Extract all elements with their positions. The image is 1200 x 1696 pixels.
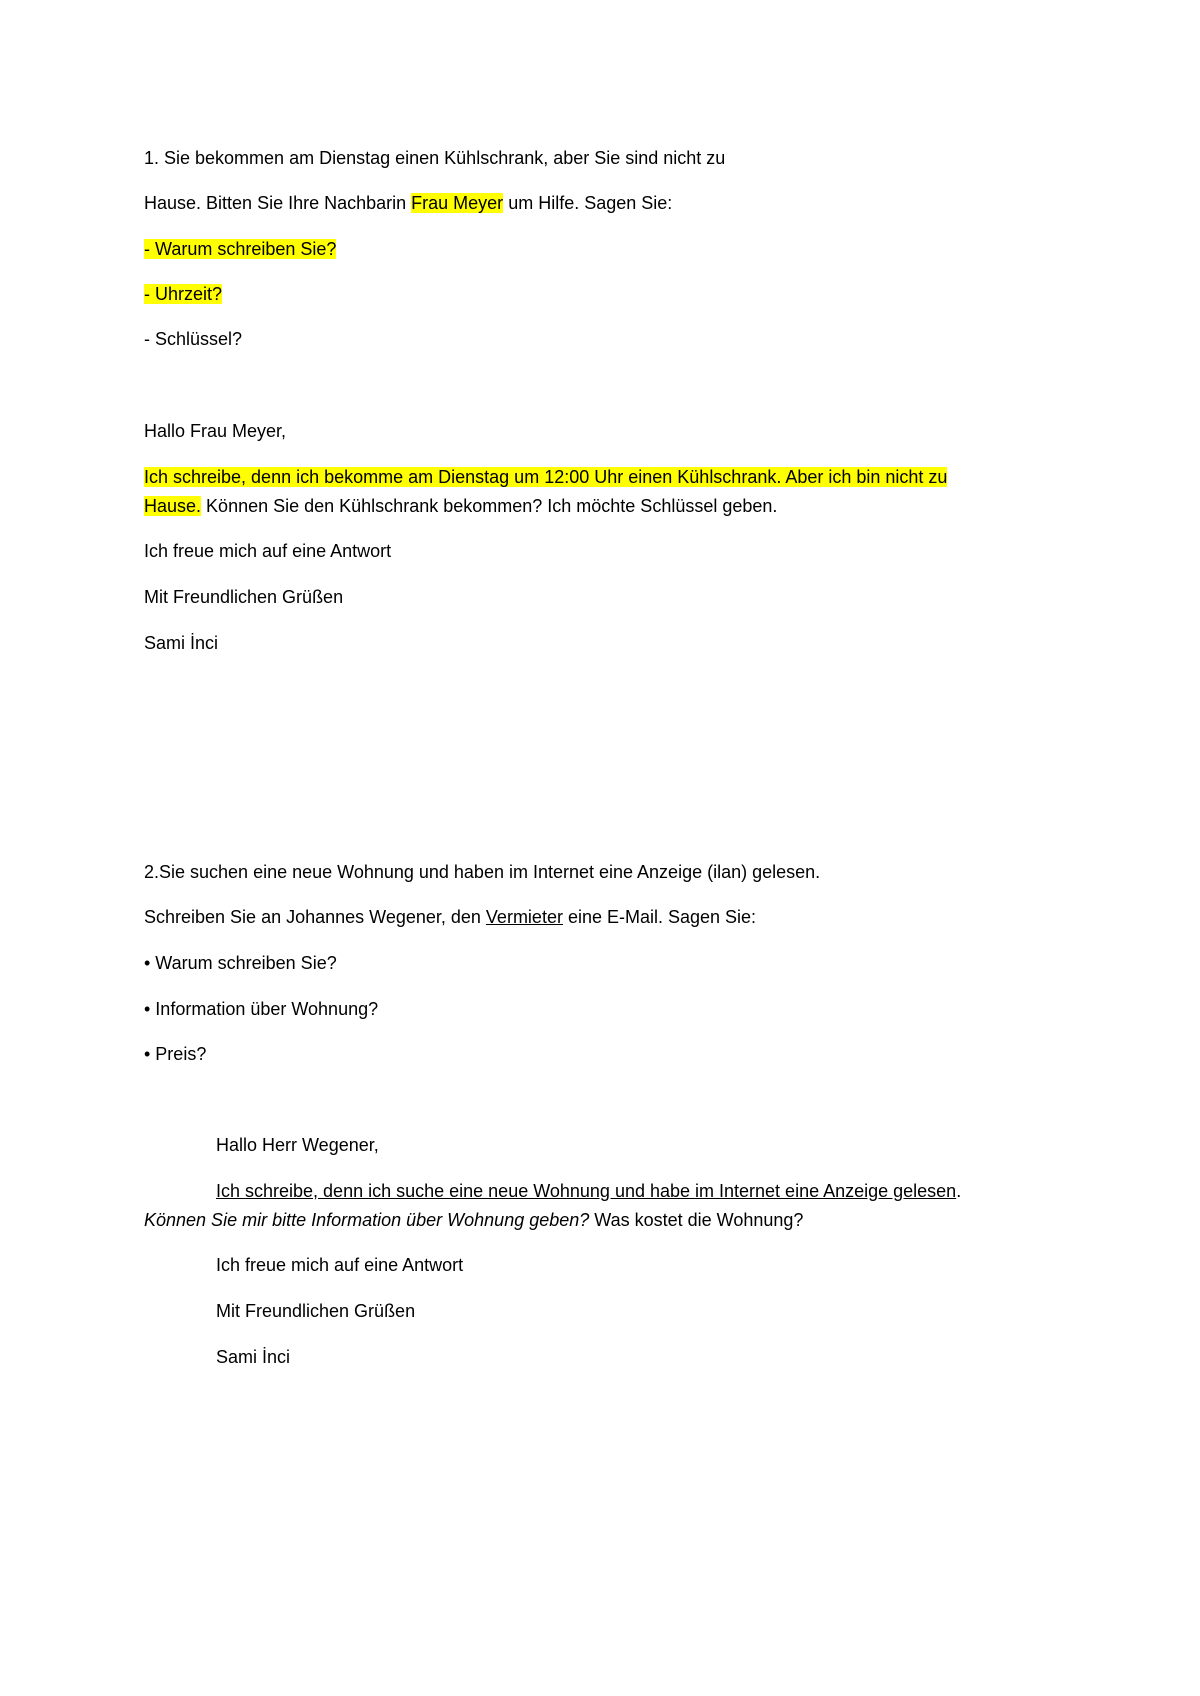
task1-letter-body-line1 <box>144 465 947 489</box>
task2-bullet-2-text: • Information über Wohnung? <box>144 999 379 1019</box>
task2-letter-signature <box>216 1345 290 1369</box>
task2-letter-greeting-text: Hallo Herr Wegener, <box>216 1135 379 1155</box>
task1-bullet-3 <box>144 327 242 351</box>
task2-letter-greeting <box>216 1133 379 1157</box>
task2-letter-body-line2-italic: Können Sie mir bitte Information über Wohnung geben? <box>144 1210 590 1230</box>
task2-bullet-2 <box>144 997 378 1021</box>
task1-prompt-line1 <box>144 146 725 170</box>
task1-letter-signature-text: Sami İnci <box>144 633 219 653</box>
task1-letter-greeting-text: Hallo Frau Meyer, <box>144 421 287 441</box>
task2-bullet-3-text: • Preis? <box>144 1044 207 1064</box>
task1-letter-closing1-text: Ich freue mich auf eine Antwort <box>144 541 392 561</box>
task1-letter-closing2-text: Mit Freundlichen Grüßen <box>144 587 344 607</box>
task1-letter-closing1 <box>144 539 391 563</box>
task2-letter-closing1 <box>216 1253 463 1277</box>
task2-letter-body-line1-end: . <box>956 1181 962 1201</box>
task2-prompt-line2-b: eine E-Mail. Sagen Sie: <box>562 907 757 927</box>
task1-letter-greeting <box>144 419 286 443</box>
task1-prompt-line2 <box>144 191 672 215</box>
task1-highlight-name: Frau Meyer <box>411 193 504 213</box>
task1-bullet-1-text: - Warum schreiben Sie? <box>144 239 337 259</box>
task2-prompt-line2 <box>144 905 756 929</box>
task2-letter-body-line1 <box>216 1179 961 1203</box>
task1-letter-body-line1-text: Ich schreibe, denn ich bekomme am Dienstag um 12:00 Uhr einen Kühlschrank. Aber ich bin nicht zu <box>144 467 948 487</box>
task1-bullet-1 <box>144 237 336 261</box>
task2-letter-body-line1-underline: Ich schreibe, denn ich suche eine neue Wohnung und habe im Internet eine Anzeige gelesen <box>216 1181 957 1201</box>
task2-letter-closing1-text: Ich freue mich auf eine Antwort <box>216 1255 464 1275</box>
task1-bullet-2-text: - Uhrzeit? <box>144 284 223 304</box>
task2-letter-closing2-text: Mit Freundlichen Grüßen <box>216 1301 416 1321</box>
task2-letter-closing2 <box>216 1299 415 1323</box>
task2-prompt-line1-text: 2.Sie suchen eine neue Wohnung und haben im Internet eine Anzeige (ilan) gelesen. <box>144 862 821 882</box>
task1-prompt-line2-a: Hause. Bitten Sie Ihre Nachbarin <box>144 193 412 213</box>
task2-bullet-1-text: • Warum schreiben Sie? <box>144 953 337 973</box>
task2-letter-body-line2-rest: Was kostet die Wohnung? <box>589 1210 804 1230</box>
task2-underline-vermieter: Vermieter <box>485 907 563 927</box>
task2-letter-body-line2 <box>144 1208 803 1232</box>
task1-letter-closing2 <box>144 585 343 609</box>
task1-letter-signature <box>144 631 218 655</box>
task2-bullet-1 <box>144 951 337 975</box>
task1-bullet-3-text: - Schlüssel? <box>144 329 243 349</box>
task2-letter-signature-text: Sami İnci <box>216 1347 291 1367</box>
task1-letter-body-line2 <box>144 494 777 518</box>
task2-bullet-3 <box>144 1042 206 1066</box>
task2-prompt-line1 <box>144 860 820 884</box>
task1-bullet-2 <box>144 282 222 306</box>
task1-letter-body-line2-rest: Können Sie den Kühlschrank bekommen? Ich möchte Schlüssel geben. <box>201 496 778 516</box>
task1-prompt-line1-text: 1. Sie bekommen am Dienstag einen Kühlschrank, aber Sie sind nicht zu <box>144 148 726 168</box>
task1-prompt-line2-b: um Hilfe. Sagen Sie: <box>503 193 673 213</box>
task2-prompt-line2-a: Schreiben Sie an Johannes Wegener, den <box>144 907 486 927</box>
task1-letter-body-line2-highlight: Hause. <box>144 496 202 516</box>
